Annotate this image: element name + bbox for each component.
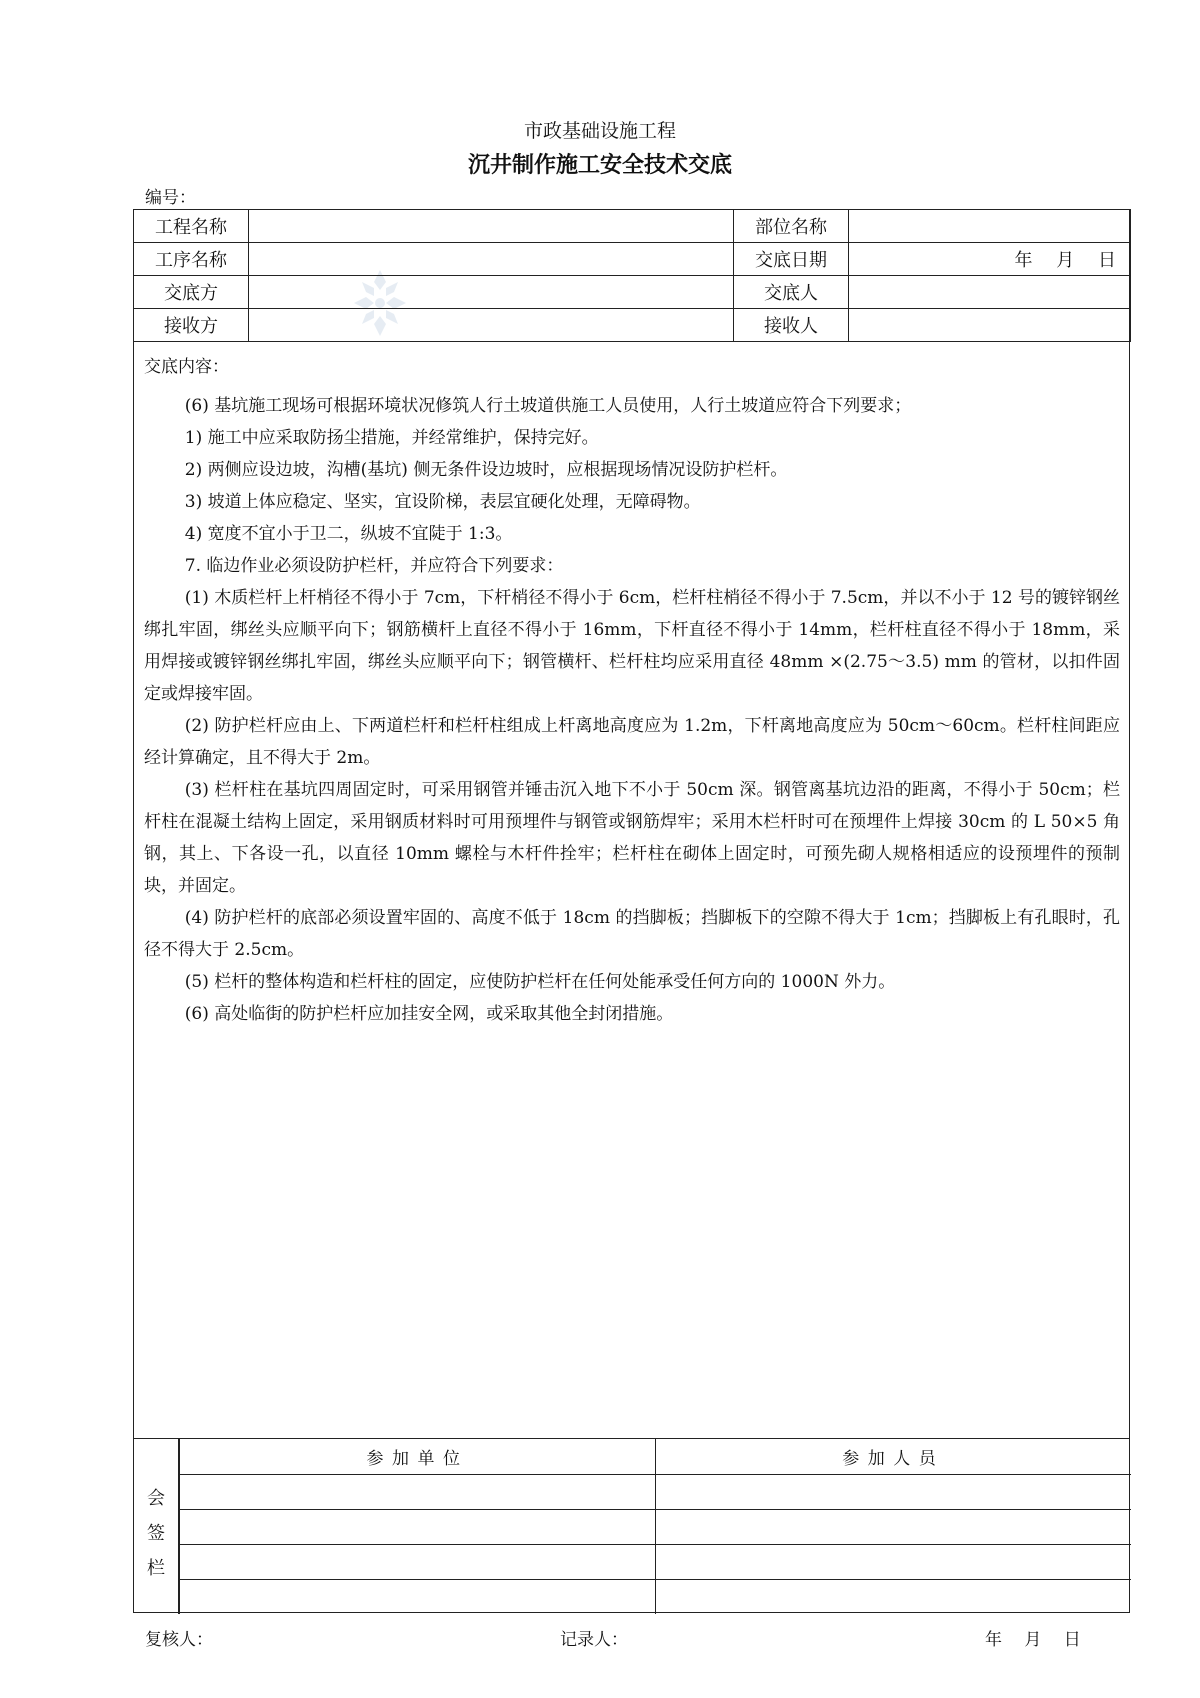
content-paragraphs (144, 390, 1120, 1030)
receiver-party-field[interactable] (249, 309, 734, 342)
paragraph: 3) 坡道上体应稳定、坚实，宜设阶梯，表层宜硬化处理，无障碍物。 (184, 492, 701, 512)
sign-section-label: 会 签 栏 (147, 1488, 165, 1579)
paragraph: 4) 宽度不宜小于卫二，纵坡不宜陡于 1:3。 (184, 524, 513, 544)
info-row-giver (134, 276, 1131, 309)
paragraph: 2) 两侧应设边坡，沟槽(基坑) 侧无条件设边坡时，应根据现场情况设防护栏杆。 (184, 460, 788, 480)
sign-section-label-cell (133, 1439, 179, 1614)
project-name-label: 工程名称 (134, 210, 249, 243)
reviewer-label: 复核人： (145, 1630, 213, 1650)
sign-row (180, 1474, 1131, 1509)
unit-field[interactable] (180, 1474, 656, 1509)
document-subtitle: 市政基础设施工程 (523, 120, 676, 142)
document-title: 沉井制作施工安全技术交底 (467, 153, 732, 178)
part-name-label: 部位名称 (734, 210, 849, 243)
project-name-field[interactable] (249, 210, 734, 243)
sign-section (133, 1438, 1130, 1614)
unit-field[interactable] (180, 1509, 656, 1544)
person-field[interactable] (656, 1474, 1131, 1509)
paragraph: 7. 临边作业必须设防护栏杆，并应符合下列要求： (184, 556, 564, 576)
giver-person-label: 交底人 (734, 276, 849, 309)
paragraph: (6) 高处临街的防护栏杆应加挂安全网，或采取其他全封闭措施。 (184, 1004, 674, 1024)
giver-party-field[interactable] (249, 276, 734, 309)
paragraph: (1) 木质栏杆上杆梢径不得小于 7cm，下杆梢径不得小于 6cm，栏杆柱梢径不得小于 7.5cm，并以不小于 12 号的镀锌钢丝绑扎牢固，绑丝头应顺平向下；钢筋横杆上直径不得小于 16mm，下杆直径不得小于 14mm，栏杆柱直径不得小于 18mm，采用焊接或镀锌钢丝绑扎牢固，绑丝头应顺平向下；钢管横杆、栏杆柱均应采用直径 48mm ×(2.75～3.5) mm 的管材，以扣件固定或焊接牢固。 (144, 588, 1120, 704)
process-name-label: 工序名称 (134, 243, 249, 276)
content-section (134, 342, 1129, 1438)
info-row-project (134, 210, 1131, 243)
unit-field[interactable] (180, 1544, 656, 1579)
footer-date: 年 月 日 (985, 1630, 1081, 1650)
paragraph: (3) 栏杆柱在基坑四周固定时，可采用钢管并锤击沉入地下不小于 50cm 深。钢管离基坑边沿的距离，不得小于 50cm；栏杆柱在混凝土结构上固定，采用钢质材料时可用预埋件与钢管或钢筋焊牢；采用木栏杆时可在预埋件上焊接 30cm 的 L 50×5 角钢，其上、下各设一孔，以直径 10mm 螺栓与木杆件拴牢；栏杆柱在砌体上固定时，可预先砌人规格相适应的设预埋件的预制块，并固定。 (144, 780, 1120, 896)
date-field[interactable]: 年 月 日 (849, 243, 1131, 276)
receiver-person-field[interactable] (849, 309, 1131, 342)
info-row-receiver (134, 309, 1131, 342)
person-field[interactable] (656, 1509, 1131, 1544)
unit-field[interactable] (180, 1579, 656, 1614)
person-field[interactable] (656, 1579, 1131, 1614)
paragraph: (6) 基坑施工现场可根据环境状况修筑人行土坡道供施工人员使用，人行土坡道应符合下列要求； (184, 396, 912, 416)
col-unit-header: 参加单位 (180, 1439, 656, 1474)
person-field[interactable] (656, 1544, 1131, 1579)
sign-row (180, 1509, 1131, 1544)
giver-person-field[interactable] (849, 276, 1131, 309)
paragraph: (5) 栏杆的整体构造和栏杆柱的固定，应使防护栏杆在任何处能承受任何方向的 1000N 外力。 (184, 972, 896, 992)
sign-table (179, 1439, 1131, 1614)
info-table (133, 209, 1131, 342)
content-label: 交底内容： (144, 357, 229, 377)
paragraph: 1) 施工中应采取防扬尘措施，并经常维护，保持完好。 (184, 428, 599, 448)
paragraph: (2) 防护栏杆应由上、下两道栏杆和栏杆柱组成上杆离地高度应为 1.2m，下杆离地高度应为 50cm～60cm。栏杆柱间距应经计算确定，且不得大于 2m。 (144, 716, 1120, 768)
info-row-process (134, 243, 1131, 276)
process-name-field[interactable] (249, 243, 734, 276)
recorder-label: 记录人： (560, 1630, 628, 1650)
col-person-header: 参加人员 (656, 1439, 1131, 1474)
giver-party-label: 交底方 (134, 276, 249, 309)
receiver-person-label: 接收人 (734, 309, 849, 342)
date-label: 交底日期 (734, 243, 849, 276)
doc-number-label: 编号： (145, 188, 196, 208)
paragraph: (4) 防护栏杆的底部必须设置牢固的、高度不低于 18cm 的挡脚板；挡脚板下的空隙不得大于 1cm；挡脚板上有孔眼时，孔径不得大于 2.5cm。 (144, 908, 1120, 960)
part-name-field[interactable] (849, 210, 1131, 243)
sign-row (180, 1579, 1131, 1614)
sign-row (180, 1544, 1131, 1579)
receiver-party-label: 接收方 (134, 309, 249, 342)
sign-header-row (180, 1439, 1131, 1474)
